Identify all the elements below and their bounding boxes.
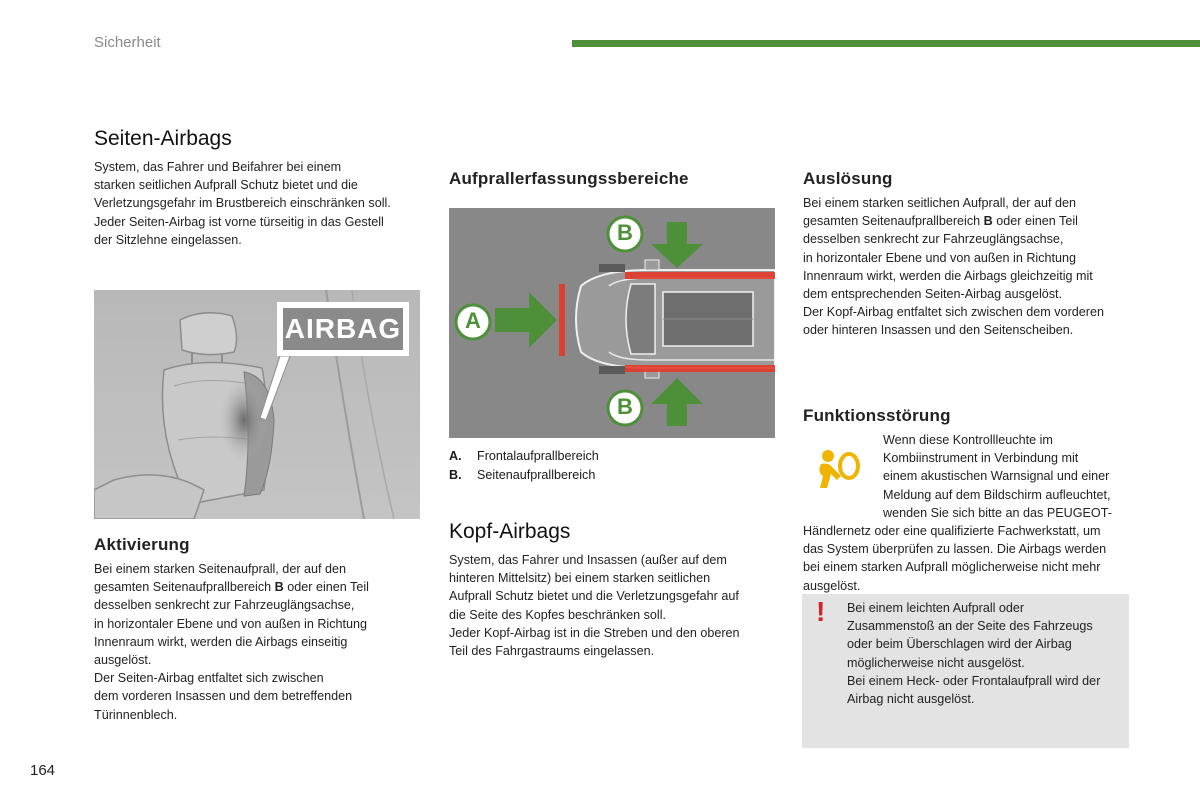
text-line: die Seite des Kopfes beschränken soll. [449,607,667,622]
text-line: der Sitzlehne eingelassen. [94,232,242,247]
seiten-airbags-text [94,158,424,249]
text-line: Jeder Kopf-Airbag ist in die Streben und den oberen [449,625,740,640]
text-line: desselben senkrecht zur Fahrzeuglängsachse, [803,232,1064,247]
legend-item [449,447,599,466]
warning-text [847,599,1123,708]
text-line: Bei einem starken seitlichen Aufprall, der auf den [803,196,1077,210]
text-line: ausgelöst. [803,578,861,593]
text-line: Aufprall Schutz bietet und die Verletzungsgefahr auf [449,589,739,604]
text-line: Kombiinstrument in Verbindung mit [883,451,1079,466]
text-line: Meldung auf dem Bildschirm aufleuchtet, [883,487,1111,502]
text-line: einem akustischen Warnsignal und einer [883,469,1110,484]
text-line: Wenn diese Kontrollleuchte im [883,433,1053,447]
text-line [803,212,1143,230]
text-line: Der Kopf-Airbag entfaltet sich zwischen dem vorderen [803,305,1104,320]
aktivierung-text [94,560,424,724]
text-line: Bei einem Heck- oder Frontalaufprall wird der [847,673,1101,688]
legend-key: A. [449,449,462,463]
text-line: oder beim Überschlagen wird der Airbag [847,637,1072,652]
text-line: Teil des Fahrgastraums eingelassen. [449,644,655,659]
seat-airbag-illustration [94,290,420,519]
funktion-text [803,522,1143,595]
kopf-airbags-title: Kopf-Airbags [449,520,571,543]
page-number: 164 [30,762,56,779]
text-line: Zusammenstoß an der Seite des Fahrzeugs [847,619,1093,634]
text-line: dem entsprechenden Seiten-Airbag ausgelöst. [803,287,1063,302]
text-run: gesamten Seitenaufprallbereich [803,214,984,229]
text-line: starken seitlichen Aufprall Schutz bietet und die [94,178,358,193]
text-line: Innenraum wirkt, werden die Airbags gleichzeitig mit [803,268,1093,283]
ausloesung-title: Auslösung [803,169,893,188]
text-line: oder hinteren Insassen und den Seitenscheiben. [803,323,1074,338]
impact-legend [449,447,599,484]
text-line: das System überprüfen zu lassen. Die Airbags werden [803,542,1107,557]
text-line: möglicherweise nicht ausgelöst. [847,655,1025,670]
text-line: hinteren Mittelsitz) bei einem starken seitlichen [449,571,711,586]
text-run: oder einen Teil [992,214,1078,229]
ausloesung-text [803,194,1143,340]
marker-a: A [465,308,481,333]
section-label: Sicherheit [94,34,161,51]
legend-text: Seitenaufprallbereich [477,467,596,482]
text-line: Bei einem leichten Aufprall oder [847,601,1025,615]
text-line: Türinnenblech. [94,707,178,722]
warning-icon: ! [816,596,826,627]
header-accent-bar [572,40,1200,47]
text-line: System, das Fahrer und Beifahrer bei einem [94,160,342,174]
text-line: System, das Fahrer und Insassen (außer auf dem [449,553,727,567]
legend-text: Frontalaufprallbereich [477,449,599,463]
text-line: dem vorderen Insassen und dem betreffenden [94,689,353,704]
marker-b-bottom: B [617,394,633,419]
airbag-warning-icon [815,448,861,490]
aufprall-title: Aufprallerfassungssbereiche [449,169,689,188]
text-line: Der Seiten-Airbag entfaltet sich zwischen [94,671,324,686]
funktion-title: Funktionsstörung [803,406,951,425]
aktivierung-title: Aktivierung [94,535,190,554]
marker-b-top: B [617,220,633,245]
text-line: Händlernetz oder eine qualifizierte Fachwerkstatt, um [803,524,1101,538]
funktion-indented-text [883,431,1143,522]
text-line: in horizontaler Ebene und von außen in Richtung [94,616,368,631]
legend-key: B. [449,467,462,482]
text-line: bei einem starken Aufprall möglicherweise nicht mehr [803,560,1101,575]
text-line: Airbag nicht ausgelöst. [847,692,975,707]
airbag-label: AIRBAG [284,313,402,344]
impact-zones-illustration [449,208,775,438]
text-line: Innenraum wirkt, werden die Airbags einseitig [94,634,348,649]
text-line: wenden Sie sich bitte an das PEUGEOT- [883,505,1112,520]
text-line: in horizontaler Ebene und von außen in Richtung [803,250,1077,265]
legend-item [449,466,599,485]
kopf-airbags-text [449,551,779,660]
text-line [94,578,424,596]
text-line: Jeder Seiten-Airbag ist vorne türseitig in das Gestell [94,214,384,229]
text-line: ausgelöst. [94,653,152,668]
text-run-bold: B [983,214,993,229]
seiten-airbags-title: Seiten-Airbags [94,127,232,150]
text-line: desselben senkrecht zur Fahrzeuglängsachse, [94,598,355,613]
text-line: Verletzungsgefahr im Brustbereich einschränken soll. [94,196,391,211]
text-run: gesamten Seitenaufprallbereich [94,580,275,595]
text-run-bold: B [274,580,284,595]
text-line: Bei einem starken Seitenaufprall, der auf den [94,562,347,576]
text-run: oder einen Teil [283,580,369,595]
